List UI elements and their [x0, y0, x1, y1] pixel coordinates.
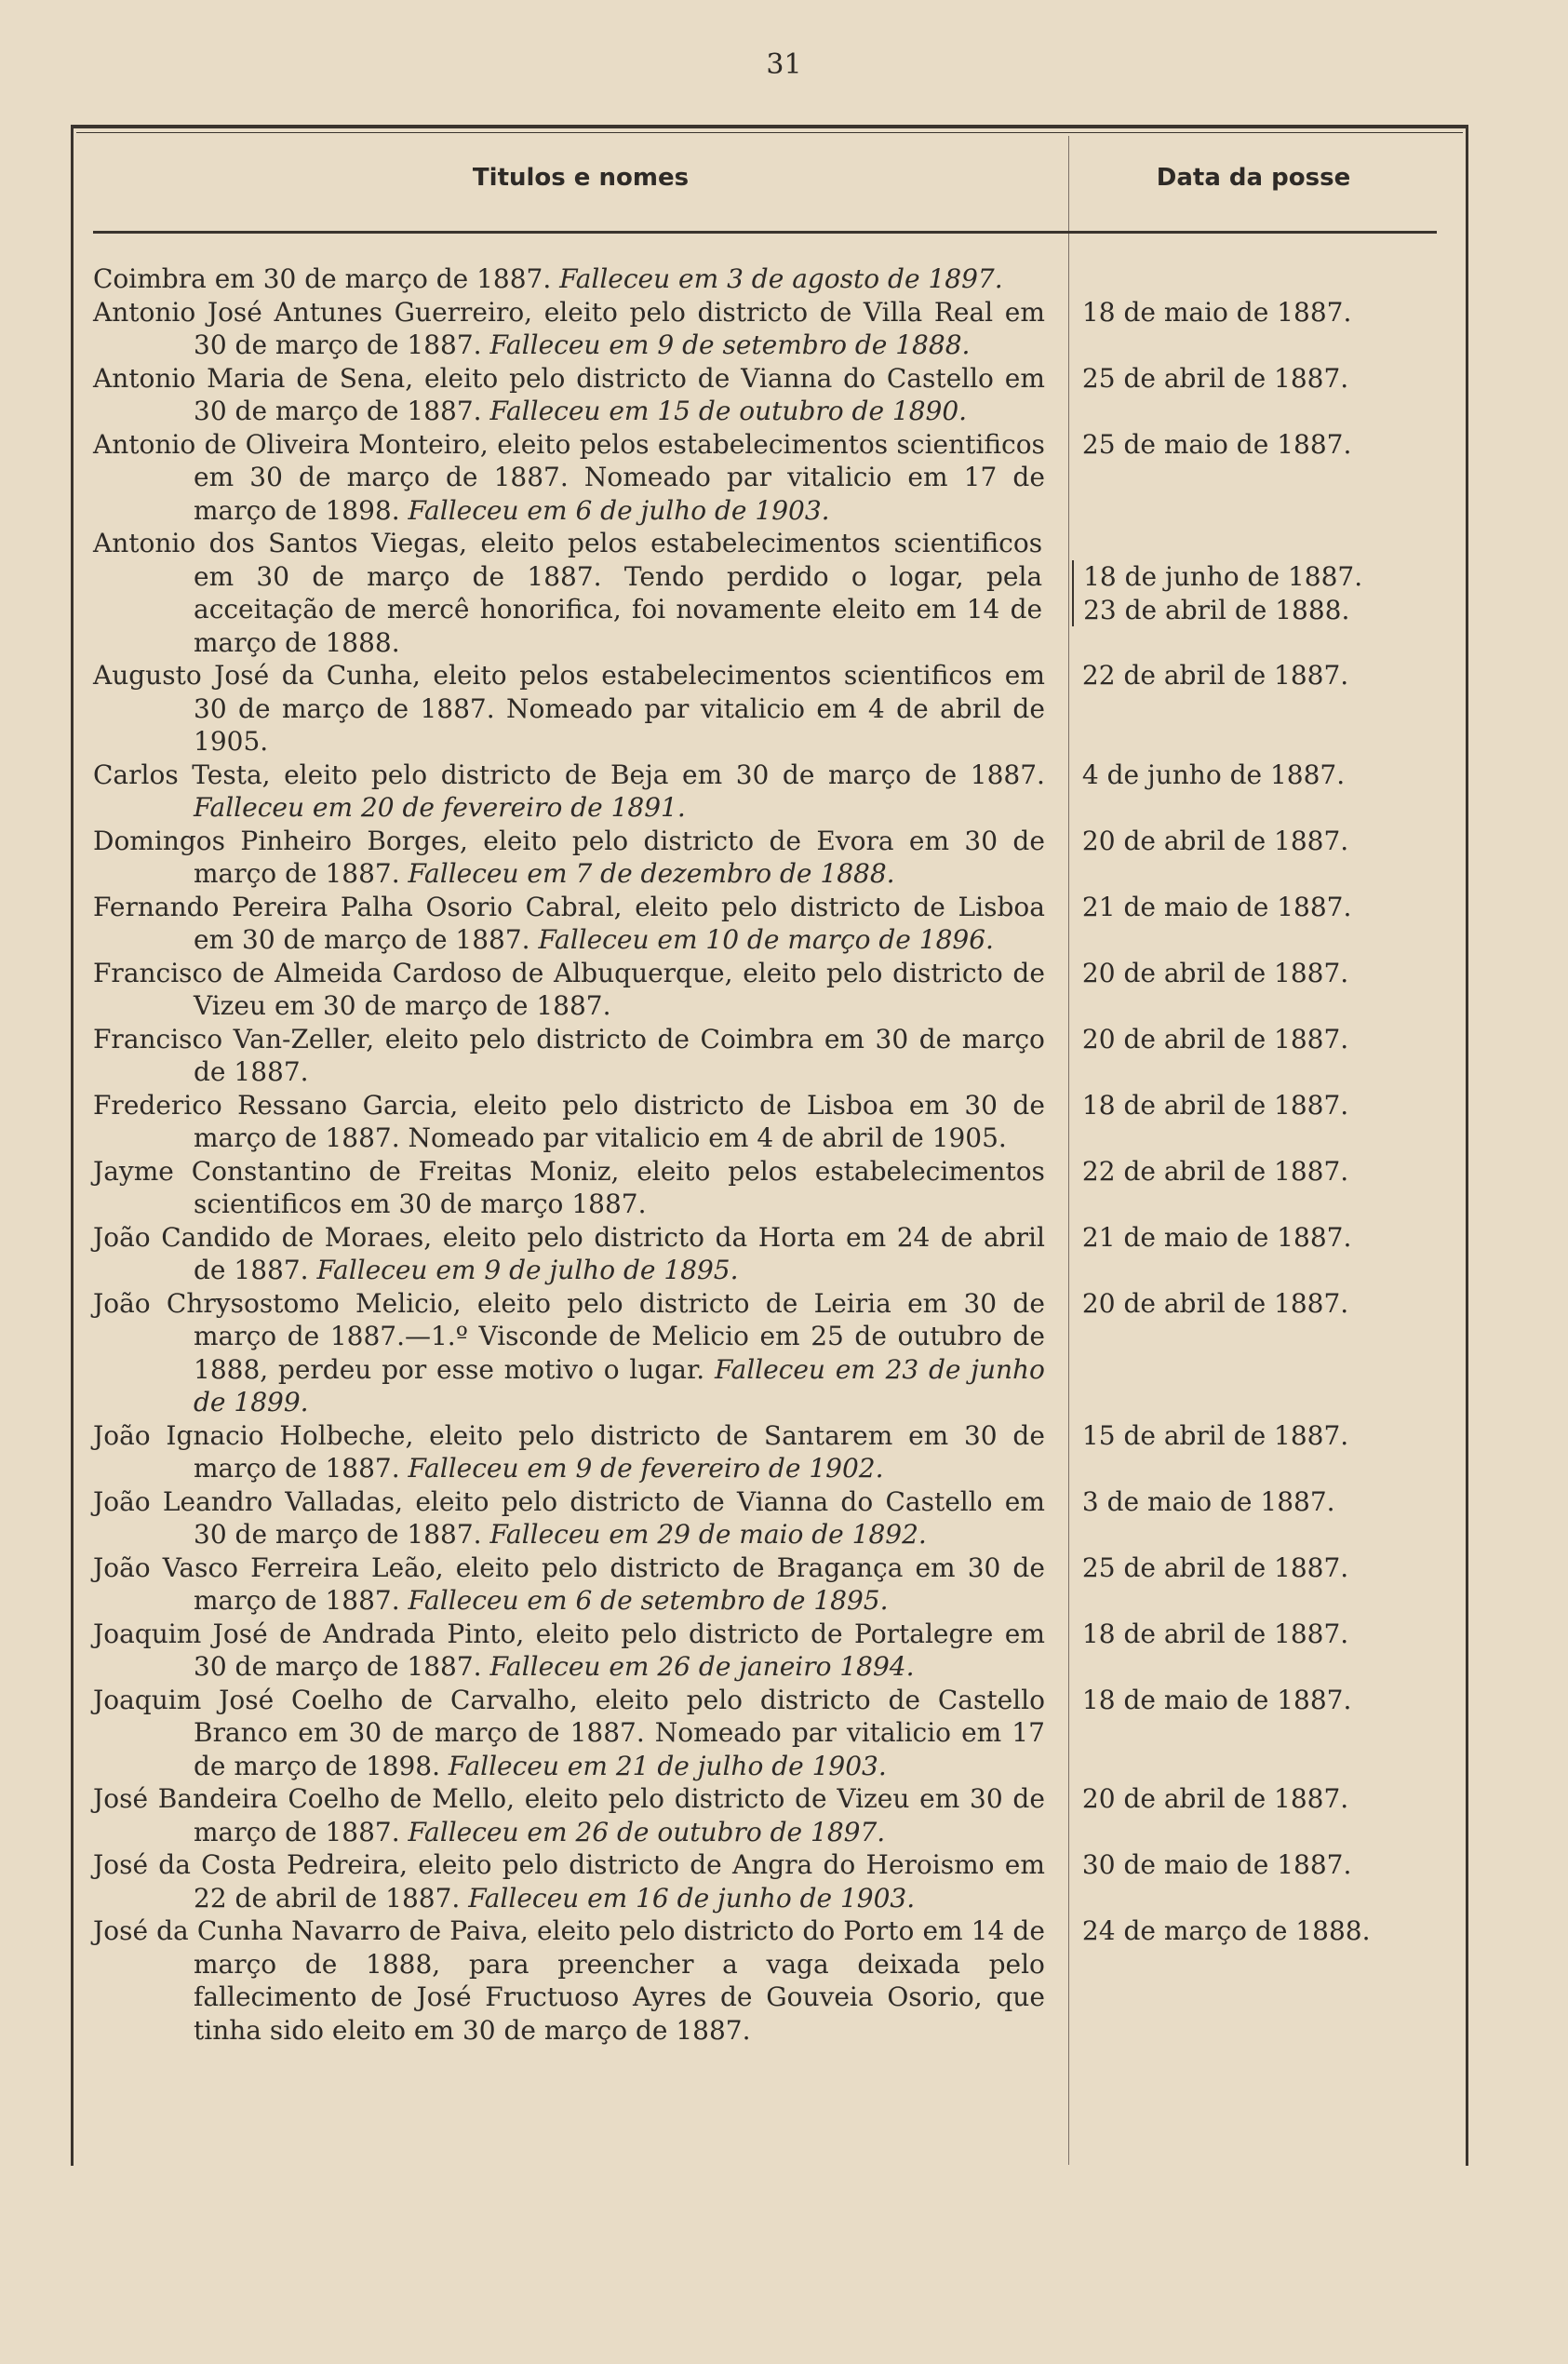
entry-text: João Vasco Ferreira Leão, eleito pelo districto de Bragança em 30 de março de 1887.: [93, 1551, 1045, 1616]
entry-name: [93, 1551, 1045, 1618]
entry-name: [93, 1155, 1045, 1221]
entry-text: Coimbra em 30 de março de 1887.: [93, 263, 552, 294]
table-row: [93, 957, 1433, 1023]
table-row: [93, 428, 1433, 528]
table-row: [93, 1419, 1433, 1485]
header-rule: [93, 231, 1437, 234]
entry-date: [1082, 362, 1433, 396]
entry-text: João Candido de Moraes, eleito pelo districto da Horta em 24 de abril de 1887.: [93, 1221, 1045, 1285]
entry-text: Fernando Pereira Palha Osorio Cabral, eleito pelo districto de Lisboa em 30 de março de 1887.: [93, 891, 1045, 955]
entry-text: João Leandro Valladas, eleito pelo districto de Vianna do Castello em 30 de março de 1887.: [93, 1485, 1045, 1550]
date-value: 20 de abril de 1887.: [1081, 1287, 1349, 1319]
table-row: [93, 362, 1433, 428]
entry-death-note: Falleceu em 23 de junho de 1899.: [194, 1353, 1045, 1417]
table-row: [93, 1914, 1433, 2047]
entry-date: [1082, 957, 1433, 990]
date-value: 3 de maio de 1887.: [1081, 1485, 1335, 1517]
entry-date: [1082, 759, 1433, 792]
entry-death-note: Falleceu em 20 de fevereiro de 1891.: [194, 792, 686, 823]
entry-name: [93, 1848, 1045, 1914]
entry-date: [1082, 1287, 1433, 1321]
entry-death-note: Falleceu em 9 de fevereiro de 1902.: [408, 1453, 884, 1484]
table-row: [93, 891, 1433, 957]
entry-text: Frederico Ressano Garcia, eleito pelo districto de Lisboa em 30 de março de 1887. Nomeado par vitalicio em 4 de abril de 1905.: [93, 1089, 1045, 1153]
table-row: [93, 1089, 1433, 1155]
entry-text: Carlos Testa, eleito pelo districto de Beja em 30 de março de 1887.: [93, 759, 1045, 790]
entry-text: Antonio de Oliveira Monteiro, eleito pelos estabelecimentos scientificos em 30 de março de 1887. Nomeado par vitalicio em 17 de março de 1898.: [93, 428, 1045, 526]
date-value: 20 de abril de 1887.: [1081, 825, 1349, 856]
entry-death-note: Falleceu em 21 de julho de 1903.: [448, 1750, 887, 1781]
date-value: 25 de maio de 1887.: [1081, 428, 1352, 460]
entry-name: [93, 1618, 1045, 1684]
entry-death-note: Falleceu em 10 de março de 1896.: [538, 924, 994, 955]
date-value: 20 de abril de 1887.: [1081, 957, 1349, 988]
entry-death-note: Falleceu em 7 de dezembro de 1888.: [408, 858, 895, 889]
entry-name: [93, 262, 1045, 296]
date-value: 24 de março de 1888.: [1081, 1915, 1371, 1946]
entry-name: [93, 1782, 1045, 1848]
table-row: [93, 262, 1433, 296]
entry-death-note: Falleceu em 9 de julho de 1895.: [316, 1255, 739, 1285]
entry-date: [1082, 428, 1433, 462]
column-header-date: Data da posse: [1156, 164, 1351, 192]
table-row: [93, 1023, 1433, 1089]
entry-text: José da Cunha Navarro de Paiva, eleito pelo districto do Porto em 14 de março de 1888, para preencher a vaga deixada pelo fallecimento de José Fructuoso Ayres de Gouveia Osorio, que tinha sido eleito em 30 de março de 1887.: [93, 1915, 1045, 2046]
table-row: [93, 1221, 1433, 1287]
entry-name: [93, 1023, 1045, 1089]
entry-text: Francisco Van-Zeller, eleito pelo districto de Coimbra em 30 de março de 1887.: [93, 1023, 1045, 1087]
entry-date: [1082, 1221, 1433, 1255]
entry-name: [93, 1089, 1045, 1155]
entry-name: [93, 825, 1045, 891]
entry-date: [1082, 1684, 1433, 1717]
entry-date: [1082, 1551, 1433, 1585]
entry-text: João Chrysostomo Melicio, eleito pelo districto de Leiria em 30 de março de 1887.—1.º Visconde de Melicio em 25 de outubro de 1888, perdeu por esse motivo o lugar.: [93, 1287, 1045, 1385]
entry-date: [1082, 1618, 1433, 1651]
entry-death-note: Falleceu em 6 de julho de 1903.: [408, 494, 830, 526]
entry-death-note: Falleceu em 29 de maio de 1892.: [489, 1519, 927, 1550]
date-value: 18 de maio de 1887.: [1081, 296, 1352, 328]
date-value: 4 de junho de 1887.: [1081, 759, 1346, 790]
entry-name: [93, 1684, 1045, 1783]
table-row: [93, 1485, 1433, 1551]
entry-text: Francisco de Almeida Cardoso de Albuquerque, eleito pelo districto de Vizeu em 30 de março de 1887.: [93, 957, 1045, 1021]
entry-date: [1082, 1848, 1433, 1882]
entry-date: [1082, 891, 1433, 924]
table-row: [93, 1782, 1433, 1848]
date-value: 22 de abril de 1887.: [1081, 660, 1349, 691]
entry-name: [93, 296, 1045, 362]
entry-name: [93, 659, 1045, 759]
table-row: [93, 825, 1433, 891]
entry-date: [1082, 1485, 1433, 1519]
date-value: 21 de maio de 1887.: [1081, 891, 1352, 922]
entry-date: [1082, 1023, 1433, 1056]
date-value: 22 de abril de 1887.: [1081, 1155, 1349, 1187]
entry-text: Antonio José Antunes Guerreiro, eleito pelo districto de Villa Real em 30 de março de 1887.: [93, 296, 1045, 360]
entry-death-note: Falleceu em 26 de outubro de 1897.: [408, 1816, 886, 1847]
table-row: [93, 1848, 1433, 1914]
entry-text: Antonio Maria de Sena, eleito pelo districto de Vianna do Castello em 30 de março de 1887.: [93, 362, 1045, 426]
entry-name: [93, 1485, 1045, 1551]
entry-date: [1082, 1155, 1433, 1189]
table-row: [93, 1155, 1433, 1221]
entry-text: José Bandeira Coelho de Mello, eleito pelo districto de Vizeu em 30 de março de 1887.: [93, 1783, 1045, 1847]
entry-name: [93, 1419, 1045, 1485]
date-value: 23 de abril de 1888.: [1083, 594, 1350, 625]
table-row: [93, 1551, 1433, 1618]
entry-text: Joaquim José Coelho de Carvalho, eleito pelo districto de Castello Branco em 30 de março de 1887. Nomeado par vitalicio em 17 de março de 1898.: [93, 1684, 1045, 1781]
entry-death-note: Falleceu em 26 de janeiro 1894.: [489, 1651, 915, 1682]
date-value: 18 de junho de 1887.: [1083, 561, 1363, 592]
date-value: 18 de abril de 1887.: [1081, 1089, 1349, 1121]
entry-death-note: Falleceu em 9 de setembro de 1888.: [489, 329, 971, 360]
entry-text: Jayme Constantino de Freitas Moniz, eleito pelos estabelecimentos scientificos em 30 de março 1887.: [93, 1155, 1045, 1219]
table-row: [93, 1618, 1433, 1684]
entry-name: [93, 1221, 1045, 1287]
entry-text: José da Costa Pedreira, eleito pelo districto de Angra do Heroismo em 22 de abril de 1887.: [93, 1849, 1045, 1914]
entry-name: [93, 1914, 1045, 2047]
entry-date: [1082, 1914, 1433, 1948]
entry-date: [1072, 560, 1433, 626]
table-row: [93, 527, 1433, 659]
entry-text: Augusto José da Cunha, eleito pelos estabelecimentos scientificos em 30 de março de 1887. Nomeado par vitalicio em 4 de abril de 1905.: [93, 660, 1045, 757]
entry-text: João Ignacio Holbeche, eleito pelo districto de Santarem em 30 de março de 1887.: [93, 1419, 1045, 1484]
table-row: [93, 659, 1433, 759]
entry-death-note: Falleceu em 16 de junho de 1903.: [468, 1882, 916, 1914]
entry-date: [1082, 1419, 1433, 1453]
date-value: 15 de abril de 1887.: [1081, 1419, 1349, 1451]
page-number: 31: [766, 48, 802, 81]
entry-text: Antonio dos Santos Viegas, eleito pelos estabelecimentos scientificos em 30 de março de 1887. Tendo perdido o logar, pela acceitação de mercê honorifica, foi novamente eleito em 14 de março de 1888.: [93, 528, 1043, 658]
entry-text: Domingos Pinheiro Borges, eleito pelo districto de Evora em 30 de março de 1887.: [93, 825, 1045, 889]
entry-name: [93, 759, 1045, 825]
date-value: 21 de maio de 1887.: [1081, 1221, 1352, 1253]
entry-death-note: Falleceu em 15 de outubro de 1890.: [489, 396, 968, 426]
entry-name: [93, 1287, 1045, 1419]
entry-name: [93, 527, 1042, 659]
entry-death-note: Falleceu em 6 de setembro de 1895.: [408, 1585, 889, 1616]
entry-date: [1082, 1782, 1433, 1816]
date-value: 18 de abril de 1887.: [1081, 1618, 1349, 1649]
entry-date: [1082, 825, 1433, 858]
table-row: [93, 1684, 1433, 1783]
date-value: 25 de abril de 1887.: [1081, 1551, 1349, 1583]
entry-name: [93, 891, 1045, 957]
entry-text: Joaquim José de Andrada Pinto, eleito pelo districto de Portalegre em 30 de março de 1887.: [93, 1618, 1045, 1682]
entry-date: [1082, 296, 1433, 329]
table-row: [93, 1287, 1433, 1419]
entry-name: [93, 362, 1045, 428]
entry-name: [93, 957, 1045, 1023]
date-value: 25 de abril de 1887.: [1081, 362, 1349, 394]
entry-date: [1082, 659, 1433, 692]
entry-death-note: Falleceu em 3 de agosto de 1897.: [559, 263, 1003, 294]
entry-name: [93, 428, 1045, 528]
table-row: [93, 759, 1433, 825]
date-value: 20 de abril de 1887.: [1081, 1783, 1349, 1814]
date-value: 18 de maio de 1887.: [1081, 1684, 1352, 1715]
date-value: 30 de maio de 1887.: [1081, 1849, 1352, 1880]
entry-date: [1082, 1089, 1433, 1122]
entries-list: [93, 262, 1433, 2047]
table-row: [93, 296, 1433, 362]
date-value: 20 de abril de 1887.: [1081, 1023, 1349, 1054]
column-header-names: Titulos e nomes: [472, 164, 690, 192]
